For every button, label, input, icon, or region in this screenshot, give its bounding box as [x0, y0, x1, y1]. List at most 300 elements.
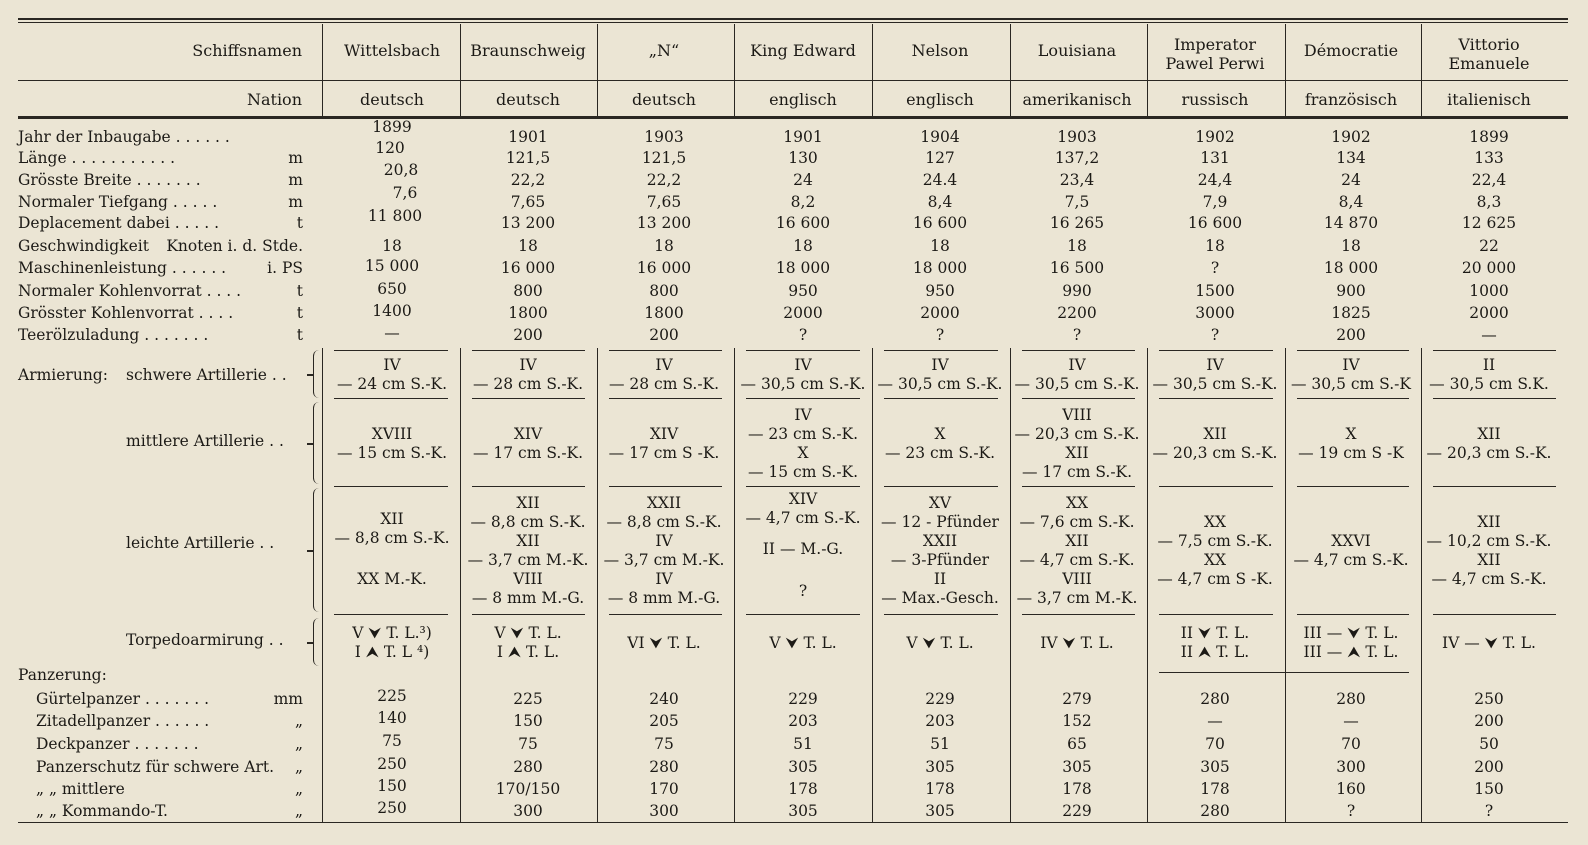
armor-cell-value: 280: [1200, 690, 1230, 708]
armor-cell-value: 305: [925, 758, 955, 776]
cell-value: 8,4: [1338, 193, 1364, 211]
cell-separator: [334, 350, 448, 351]
cell-separator: [1022, 350, 1135, 351]
ship-name: Braunschweig: [470, 41, 586, 60]
cell-value: 16 600: [912, 214, 968, 232]
armament-cell-line: — 28 cm S.-K.: [472, 375, 584, 393]
armor-cell-value: 280: [513, 758, 543, 776]
armor-cell-value: 70: [1341, 735, 1361, 753]
armament-cell-line: — 15 cm S.-K.: [336, 444, 448, 462]
cell-separator: [609, 614, 722, 615]
armor-row-unit: „: [294, 712, 303, 730]
armor-cell-value: 200: [1474, 758, 1504, 776]
armament-cell-line: XVIII: [371, 425, 413, 443]
cell-value: 18: [518, 237, 538, 255]
top-double-rule: [18, 22, 1568, 23]
armament-cell-line: II ⮟ T. L.: [1180, 624, 1250, 642]
armor-row-unit: „: [294, 758, 303, 776]
armor-row-unit: „: [294, 735, 303, 753]
cell-value: 18: [793, 237, 813, 255]
cell-separator: [884, 614, 998, 615]
armament-cell-line: — 4,7 cm S.-K.: [1019, 551, 1135, 569]
armor-cell-value: 300: [513, 802, 543, 820]
armor-cell-value: 250: [1474, 690, 1504, 708]
armament-cell-line: XII: [380, 510, 404, 528]
armament-cell-line: — 30,5 cm S.-K.: [1014, 375, 1140, 393]
armament-cell-line: — 20,3 cm S.-K.: [1426, 444, 1552, 462]
cell-value: 200: [649, 326, 679, 344]
group-brace: [313, 402, 322, 484]
armament-cell-line: — 4,7 cm S.-K.: [1293, 551, 1409, 569]
armor-row-label: Gürtelpanzer . . . . . . .: [36, 690, 210, 708]
ship-name: Nelson: [911, 41, 969, 60]
armor-cell-value: 203: [788, 712, 818, 730]
armor-cell-value: 225: [513, 690, 543, 708]
armor-cell-value: 152: [1062, 712, 1092, 730]
armament-cell-line: — 10,2 cm S.-K.: [1426, 532, 1552, 550]
armor-cell-value: 203: [925, 712, 955, 730]
cell-value: 20,8: [383, 161, 419, 179]
row-label: Teerölzuladung . . . . . . .: [18, 326, 209, 344]
cell-separator: [1433, 486, 1556, 487]
armament-cell-line: IV: [794, 356, 812, 374]
armament-group-label: mittlere Artillerie . .: [126, 432, 284, 450]
cell-separator: [472, 614, 585, 615]
cell-separator: [1159, 486, 1273, 487]
armament-cell-line: X: [934, 425, 946, 443]
armament-cell-line: XX: [1065, 494, 1089, 512]
armament-cell-line: VIII: [1062, 406, 1092, 424]
armor-cell-value: 170: [649, 780, 679, 798]
row-label: Grösster Kohlenvorrat . . . .: [18, 304, 234, 322]
armor-cell-value: 229: [788, 690, 818, 708]
armament-cell-line: V ⮟ T. L.: [906, 634, 974, 652]
cell-value: 1400: [372, 302, 412, 320]
cell-value: 22,4: [1471, 171, 1507, 189]
cell-value: 1901: [508, 128, 548, 146]
armor-cell-value: 280: [649, 758, 679, 776]
cell-separator: [1433, 398, 1556, 399]
armor-cell-value: ?: [1346, 802, 1356, 820]
armament-cell-line: I ⮝ T. L ⁴): [354, 643, 430, 661]
cell-value: —: [384, 324, 400, 342]
header-bottom-rule: [18, 116, 1568, 119]
armament-cell-line: — 24 cm S.-K.: [336, 375, 448, 393]
cell-value: 16 265: [1049, 214, 1105, 232]
cell-value: ?: [798, 326, 808, 344]
cell-separator: [1159, 614, 1273, 615]
armament-cell-line: IV: [1342, 356, 1360, 374]
armor-cell-value: 150: [1474, 780, 1504, 798]
cell-value: 18: [1067, 237, 1087, 255]
armament-cell-line: I ⮝ T. L.: [496, 643, 560, 661]
armament-cell-line: — 8,8 cm S.-K.: [334, 529, 450, 547]
cell-value: —: [1481, 326, 1497, 344]
armament-cell-line: — 17 cm S.-K.: [472, 444, 584, 462]
armor-row-label: Deckpanzer . . . . . . .: [36, 735, 199, 753]
cell-separator: [1022, 614, 1135, 615]
cell-separator: [746, 350, 860, 351]
row-label: Geschwindigkeit: [18, 237, 149, 255]
armor-cell-value: 305: [925, 802, 955, 820]
armor-row-unit: „: [294, 802, 303, 820]
cell-value: 14 870: [1323, 214, 1379, 232]
cell-value: 13 200: [636, 214, 692, 232]
cell-value: 800: [513, 282, 543, 300]
armament-cell-line: V ⮟ T. L.: [494, 624, 562, 642]
column-rule: [322, 348, 323, 822]
cell-value: 137,2: [1054, 149, 1100, 167]
armament-cell-line: XIV: [788, 490, 818, 508]
cell-value: 1902: [1195, 128, 1235, 146]
ship-name: Démocratie: [1303, 41, 1399, 60]
cell-separator: [609, 350, 722, 351]
armament-cell-line: — 17 cm S.-K.: [1021, 463, 1133, 481]
armament-cell-line: VIII: [513, 570, 543, 588]
armament-cell-line: ?: [798, 582, 808, 600]
cell-value: 2200: [1057, 304, 1097, 322]
armament-cell-line: — 23 cm S.-K.: [747, 425, 859, 443]
ship-nation: deutsch: [632, 90, 696, 109]
column-rule: [1421, 24, 1422, 116]
column-rule: [1421, 348, 1422, 822]
column-rule: [1010, 348, 1011, 822]
armament-cell-line: — 7,6 cm S.-K.: [1019, 513, 1135, 531]
ship-nation: deutsch: [496, 90, 560, 109]
cell-value: 15 000: [364, 257, 420, 275]
cell-value: 800: [649, 282, 679, 300]
cell-value: 2000: [783, 304, 823, 322]
armor-cell-value: 280: [1200, 802, 1230, 820]
armament-cell-line: III — ⮝ T. L.: [1303, 643, 1399, 661]
armament-cell-line: II — M.-G.: [762, 540, 844, 558]
armament-cell-line: XII: [516, 494, 540, 512]
row-label: Maschinenleistung . . . . . .: [18, 259, 227, 277]
row-label: Deplacement dabei . . . . .: [18, 214, 220, 232]
cell-value: 20 000: [1461, 259, 1517, 277]
armament-cell-line: — 28 cm S.-K.: [608, 375, 720, 393]
armor-cell-value: 178: [1200, 780, 1230, 798]
cell-value: ?: [935, 326, 945, 344]
section-title-armor: Panzerung:: [18, 666, 107, 684]
armament-group-label: leichte Artillerie . .: [126, 534, 275, 552]
cell-value: ?: [1210, 326, 1220, 344]
cell-value: 1903: [644, 128, 684, 146]
armament-cell-line: XV: [928, 494, 952, 512]
cell-separator: [1022, 398, 1135, 399]
column-rule: [1147, 348, 1148, 822]
cell-value: 1901: [783, 128, 823, 146]
cell-value: 18: [654, 237, 674, 255]
cell-value: 18: [1205, 237, 1225, 255]
armor-row-unit: mm: [273, 690, 303, 708]
cell-separator: [472, 398, 585, 399]
cell-value: 950: [788, 282, 818, 300]
armor-cell-value: 75: [382, 732, 402, 750]
row-label: Normaler Tiefgang . . . . .: [18, 193, 218, 211]
armament-cell-line: — 15 cm S.-K.: [747, 463, 859, 481]
armor-cell-value: 305: [1200, 758, 1230, 776]
cell-value: 131: [1200, 149, 1230, 167]
armament-cell-line: — 20,3 cm S.-K.: [1152, 444, 1278, 462]
armament-cell-line: — 8,8 cm S.-K.: [470, 513, 586, 531]
armament-cell-line: II: [933, 570, 947, 588]
armament-cell-line: VI ⮟ T. L.: [627, 634, 701, 652]
row-unit: m: [288, 171, 303, 189]
cell-value: 121,5: [641, 149, 687, 167]
cell-separator: [334, 614, 448, 615]
cell-value: ?: [1072, 326, 1082, 344]
armor-row-unit: „: [294, 780, 303, 798]
cell-value: ?: [1210, 259, 1220, 277]
ship-nation: englisch: [769, 90, 837, 109]
cell-value: 200: [513, 326, 543, 344]
armor-cell-value: 305: [788, 802, 818, 820]
armor-cell-value: 75: [518, 735, 538, 753]
armament-cell-line: — Max.-Gesch.: [881, 589, 999, 607]
armor-cell-value: 65: [1067, 735, 1087, 753]
cell-value: 22: [1479, 237, 1499, 255]
cell-separator: [609, 486, 722, 487]
armor-cell-value: 178: [788, 780, 818, 798]
cell-value: 3000: [1195, 304, 1235, 322]
armament-cell-line: X: [1345, 425, 1357, 443]
column-rule: [1147, 24, 1148, 116]
armament-group-label: schwere Artillerie . .: [126, 366, 287, 384]
row-label: Grösste Breite . . . . . . .: [18, 171, 201, 189]
cell-value: 22,2: [646, 171, 682, 189]
armor-cell-value: 178: [1062, 780, 1092, 798]
cell-value: 1000: [1469, 282, 1509, 300]
cell-value: 7,65: [510, 193, 546, 211]
cell-separator: [746, 486, 860, 487]
header-label-ship-names: Schiffsnamen: [192, 41, 302, 60]
top-double-rule: [18, 18, 1568, 20]
armor-cell-value: 229: [925, 690, 955, 708]
armament-cell-line: XXII: [646, 494, 682, 512]
armor-cell-value: 75: [654, 735, 674, 753]
cell-value: 16 500: [1049, 259, 1105, 277]
cell-value: 2000: [1469, 304, 1509, 322]
cell-value: 24: [1341, 171, 1361, 189]
cell-value: 950: [925, 282, 955, 300]
cell-value: 18: [1341, 237, 1361, 255]
cell-value: 133: [1474, 149, 1504, 167]
armament-cell-line: — 8,8 cm S.-K.: [606, 513, 722, 531]
column-rule: [1010, 24, 1011, 116]
cell-separator: [334, 486, 448, 487]
armament-cell-line: — 12 - Pfünder: [881, 513, 999, 531]
header-separator: [18, 80, 1568, 81]
armament-cell-line: IV: [931, 356, 949, 374]
cell-value: 13 200: [500, 214, 556, 232]
armament-cell-line: IV ⮟ T. L.: [1040, 634, 1114, 652]
cell-separator: [1433, 350, 1556, 351]
armor-row-label: „ „ Kommando-T.: [36, 802, 168, 820]
armament-cell-line: — 20,3 cm S.-K.: [1014, 425, 1140, 443]
armament-cell-line: XXVI: [1331, 532, 1371, 550]
armor-cell-value: —: [1207, 712, 1223, 730]
cell-separator: [1297, 350, 1409, 351]
armor-cell-value: 240: [649, 690, 679, 708]
armament-group-label: Torpedoarmirung . .: [126, 631, 284, 649]
armor-cell-value: 300: [649, 802, 679, 820]
column-rule: [872, 24, 873, 116]
armament-cell-line: XII: [516, 532, 540, 550]
cell-value: 16 000: [500, 259, 556, 277]
cell-value: 1899: [372, 118, 412, 136]
cell-value: 1800: [644, 304, 684, 322]
armor-row-label: „ „ mittlere: [36, 780, 125, 798]
cell-value: 22,2: [510, 171, 546, 189]
armament-cell-line: — 3,7 cm M.-K.: [1016, 589, 1138, 607]
ship-nation: russisch: [1181, 90, 1249, 109]
armament-cell-line: — 30,5 cm S.K.: [1429, 375, 1549, 393]
cell-separator: [472, 486, 585, 487]
armament-cell-line: IV: [519, 356, 537, 374]
ship-name: Vittorio Emanuele: [1448, 35, 1530, 73]
row-label: Länge . . . . . . . . . . .: [18, 149, 176, 167]
cell-value: 650: [377, 280, 407, 298]
armor-cell-value: 205: [649, 712, 679, 730]
armament-cell-line: II ⮝ T. L.: [1180, 643, 1250, 661]
armament-cell-line: IV: [1206, 356, 1224, 374]
cell-separator: [609, 398, 722, 399]
armament-cell-line: X: [797, 444, 809, 462]
cell-value: 16 600: [1187, 214, 1243, 232]
armament-cell-line: XII: [1065, 444, 1089, 462]
row-unit: t: [296, 214, 303, 232]
armor-cell-value: 150: [513, 712, 543, 730]
armament-cell-line: — 23 cm S.-K.: [884, 444, 996, 462]
armament-cell-line: V ⮟ T. L.³): [352, 624, 432, 642]
armament-cell-line: XX: [1203, 513, 1227, 531]
row-unit: t: [296, 304, 303, 322]
armor-cell-value: 305: [1062, 758, 1092, 776]
group-brace: [313, 618, 322, 666]
armament-cell-line: — 30,5 cm S.-K: [1291, 375, 1411, 393]
column-rule: [734, 348, 735, 822]
column-rule: [460, 24, 461, 116]
column-rule: [597, 348, 598, 822]
armament-cell-line: — 3,7 cm M.-K.: [467, 551, 589, 569]
armor-cell-value: 250: [377, 755, 407, 773]
armament-cell-line: — 3,7 cm M.-K.: [603, 551, 725, 569]
armament-cell-line: XIV: [649, 425, 679, 443]
cell-value: 7,9: [1202, 193, 1228, 211]
cell-separator: [334, 398, 448, 399]
cell-value: 7,5: [1064, 193, 1090, 211]
cell-value: 16 000: [636, 259, 692, 277]
armor-cell-value: 160: [1336, 780, 1366, 798]
armament-cell-line: III — ⮟ T. L.: [1303, 624, 1399, 642]
armor-cell-value: 305: [788, 758, 818, 776]
cell-value: 18 000: [775, 259, 831, 277]
armor-cell-value: 150: [377, 777, 407, 795]
armor-cell-value: 178: [925, 780, 955, 798]
ship-name: Imperator Pawel Perwi: [1165, 35, 1265, 73]
cell-separator: [1159, 350, 1273, 351]
armament-cell-line: IV: [655, 532, 673, 550]
column-rule: [460, 348, 461, 822]
cell-value: 130: [788, 149, 818, 167]
column-rule: [1285, 348, 1286, 822]
cell-value: 120: [375, 139, 405, 157]
armament-cell-line: V ⮟ T. L.: [769, 634, 837, 652]
column-rule: [1285, 24, 1286, 116]
cell-value: 1800: [508, 304, 548, 322]
armament-cell-line: XII: [1065, 532, 1089, 550]
cell-value: 1825: [1331, 304, 1371, 322]
armament-cell-line: XII: [1477, 425, 1501, 443]
column-rule: [322, 24, 323, 116]
ship-nation: deutsch: [360, 90, 424, 109]
armament-cell-line: — 8 mm M.-G.: [607, 589, 721, 607]
cell-value: 12 625: [1461, 214, 1517, 232]
ship-nation: französisch: [1304, 90, 1398, 109]
armament-cell-line: IV: [383, 356, 401, 374]
armament-cell-line: — 19 cm S -K: [1298, 444, 1404, 462]
armament-cell-line: IV: [655, 570, 673, 588]
ship-nation: englisch: [906, 90, 974, 109]
armament-cell-line: XX M.-K.: [357, 570, 427, 588]
row-label: Normaler Kohlenvorrat . . . .: [18, 282, 242, 300]
armament-cell-line: IV: [794, 406, 812, 424]
armament-cell-line: — 7,5 cm S.-K.: [1157, 532, 1273, 550]
armament-cell-line: VIII: [1062, 570, 1092, 588]
cell-value: 18 000: [912, 259, 968, 277]
cell-value: 900: [1336, 282, 1366, 300]
cell-value: 11 800: [367, 207, 423, 225]
cell-value: 7,6: [392, 184, 418, 202]
cell-value: 18 000: [1323, 259, 1379, 277]
cell-separator: [1297, 398, 1409, 399]
ship-nation: amerikanisch: [1022, 90, 1132, 109]
armor-cell-value: 170/150: [495, 780, 561, 798]
section-title-armament: Armierung:: [18, 366, 108, 384]
cell-separator: [1159, 398, 1273, 399]
armor-cell-value: 280: [1336, 690, 1366, 708]
cell-value: 200: [1336, 326, 1366, 344]
armament-cell-line: XXII: [922, 532, 958, 550]
column-rule: [734, 24, 735, 116]
row-unit: m: [288, 149, 303, 167]
row-label: Jahr der Inbaugabe . . . . . .: [18, 128, 230, 146]
armament-cell-line: XII: [1477, 513, 1501, 531]
cell-value: 23,4: [1059, 171, 1095, 189]
armament-cell-line: IV: [1068, 356, 1086, 374]
armor-cell-value: 70: [1205, 735, 1225, 753]
cell-separator: [746, 398, 860, 399]
armor-cell-value: 200: [1474, 712, 1504, 730]
armament-cell-line: — 30,5 cm S.-K.: [1152, 375, 1278, 393]
cell-value: 8,2: [790, 193, 816, 211]
cell-value: 2000: [920, 304, 960, 322]
cell-separator: [1297, 672, 1409, 673]
table-bottom-rule: [18, 822, 1568, 823]
cell-value: 1904: [920, 128, 960, 146]
cell-separator: [1297, 486, 1409, 487]
armor-row-label: Panzerschutz für schwere Art.: [36, 758, 275, 776]
group-brace: [313, 488, 322, 612]
cell-value: 8,4: [927, 193, 953, 211]
cell-value: 7,65: [646, 193, 682, 211]
armament-cell-line: IV — ⮟ T. L.: [1442, 634, 1536, 652]
cell-separator: [746, 614, 860, 615]
cell-value: 1500: [1195, 282, 1235, 300]
row-unit: t: [296, 282, 303, 300]
armor-cell-value: 225: [377, 687, 407, 705]
